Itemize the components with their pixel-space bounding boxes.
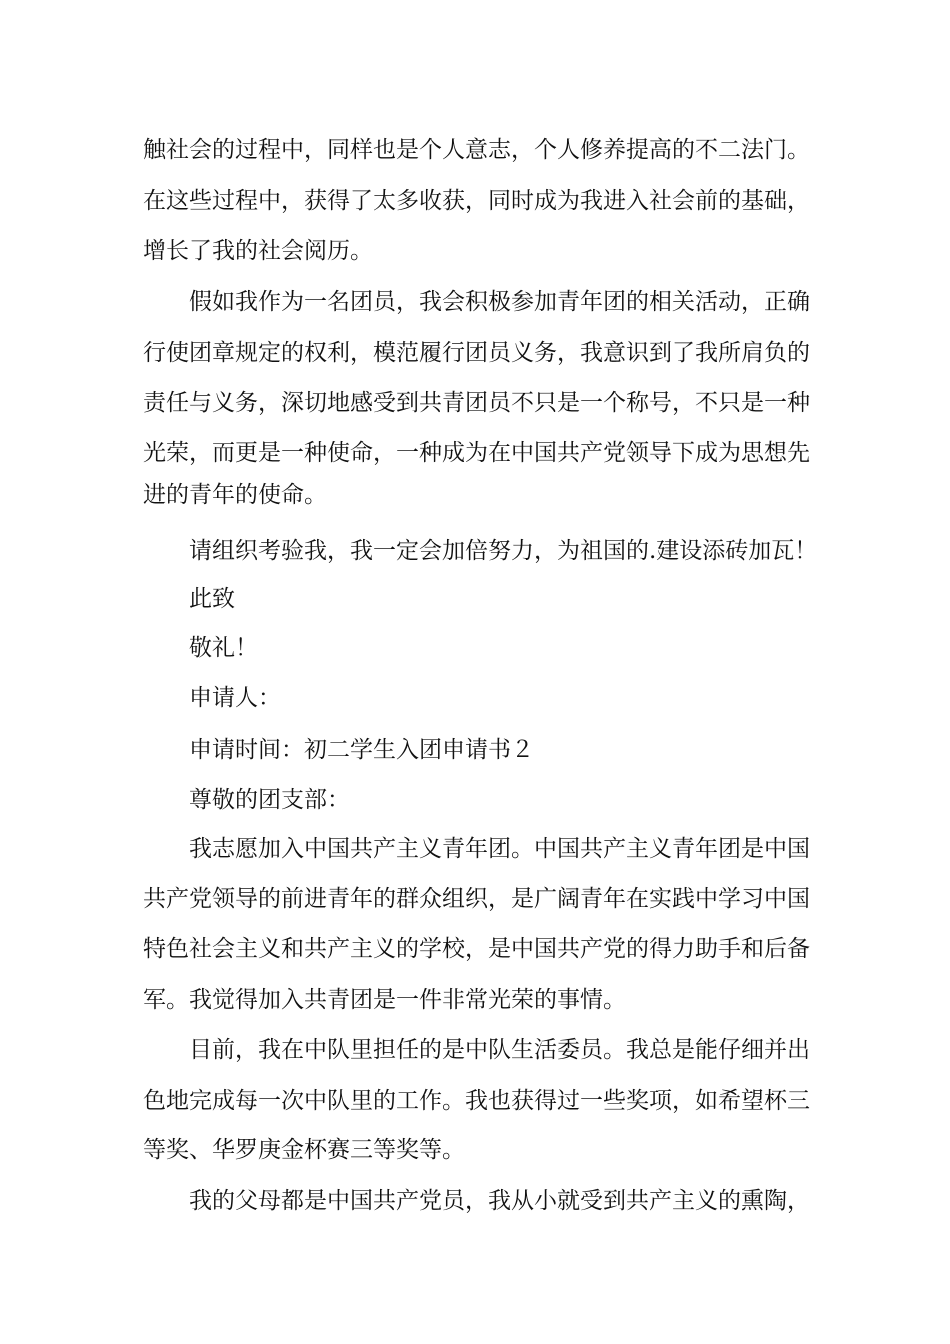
request-line: 请组织考验我，我一定会加倍努力，为祖国的.建设添砖加瓦！ — [189, 538, 818, 564]
text-line: 行使团章规定的权利，模范履行团员义务，我意识到了我所肩负的 — [143, 340, 810, 366]
application-time-line: 申请时间：初二学生入团申请书２ — [189, 737, 534, 763]
text-line: 在这些过程中，获得了太多收获，同时成为我进入社会前的基础， — [143, 188, 810, 214]
closing-line: 此致 — [189, 586, 235, 612]
text-line: 增长了我的社会阅历。 — [143, 238, 373, 264]
text-line: 共产党领导的前进青年的群众组织，是广阔青年在实践中学习中国 — [143, 886, 810, 912]
text-line: 光荣，而更是一种使命，一种成为在中国共产党领导下成为思想先 — [143, 440, 810, 466]
paragraph-start-line: 假如我作为一名团员，我会积极参加青年团的相关活动，正确 — [189, 289, 810, 315]
text-line: 进的青年的使命。 — [143, 482, 327, 508]
addressee-line: 尊敬的团支部： — [189, 787, 350, 813]
text-line: 军。我觉得加入共青团是一件非常光荣的事情。 — [143, 987, 626, 1013]
paragraph-start-line: 目前，我在中队里担任的是中队生活委员。我总是能仔细并出 — [189, 1037, 810, 1063]
text-line: 等奖、华罗庚金杯赛三等奖等。 — [143, 1137, 465, 1163]
text-line: 色地完成每一次中队里的工作。我也获得过一些奖项，如希望杯三 — [143, 1088, 810, 1114]
salutation-line: 敬礼！ — [189, 635, 258, 661]
text-line: 特色社会主义和共产主义的学校，是中国共产党的得力助手和后备 — [143, 936, 810, 962]
text-line: 触社会的过程中，同样也是个人意志，个人修养提高的不二法门。 — [143, 137, 810, 163]
paragraph-start-line: 我志愿加入中国共产主义青年团。中国共产主义青年团是中国 — [189, 836, 810, 862]
paragraph-start-line: 我的父母都是中国共产党员，我从小就受到共产主义的熏陶， — [189, 1188, 810, 1214]
applicant-line: 申请人： — [189, 685, 281, 711]
text-line: 责任与义务，深切地感受到共青团员不只是一个称号，不只是一种 — [143, 390, 810, 416]
